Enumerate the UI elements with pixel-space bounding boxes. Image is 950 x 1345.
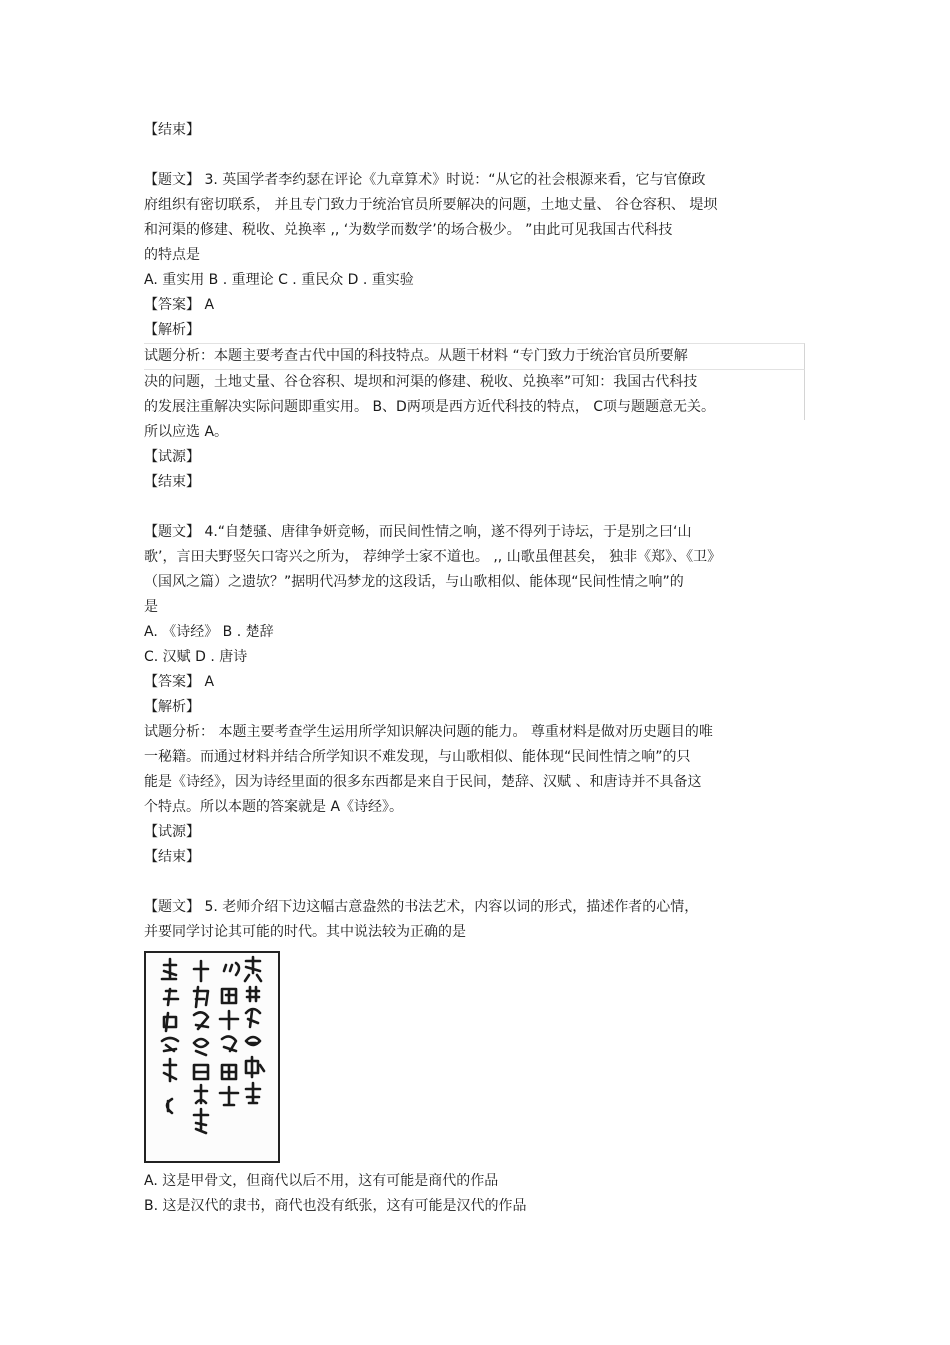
text-line: 【答案】 A (144, 674, 215, 690)
text-line: 是 (144, 599, 158, 615)
blank-line (144, 143, 808, 168)
text-line: 【题文】 4.“自楚骚、唐律争妍竞畅，而民间性情之响，遂不得列于诗坛，于是别之曰‘山 (144, 524, 692, 540)
text-line: 的发展注重解决实际问题即重实用。 B、D两项是西方近代科技的特点， C项与题题意无关。 (144, 395, 805, 420)
text-line: 并要同学讨论其可能的时代。其中说法较为正确的是 (144, 924, 466, 940)
text-line: 府组织有密切联系， 并且专门致力于统治官员所要解决的问题，土地丈量、 谷仓容积、 堤坝 (144, 197, 718, 213)
answer-options (144, 1169, 808, 1219)
text-line: 【试源】 (144, 449, 200, 465)
text-line: 一秘籍。而通过材料并结合所学知识不难发现，与山歌相似、能体现“民间性情之响”的只 (144, 749, 691, 765)
text-line: A. 重实用 B . 重理论 C . 重民众 D . 重实验 (144, 272, 414, 288)
text-line: 所以应选 A。 (144, 424, 229, 440)
text-line: 【题文】 5. 老师介绍下边这幅古意盎然的书法艺术，内容以词的形式，描述作者的心情， (144, 899, 699, 915)
text-line: 个特点。所以本题的答案就是 A《诗经》。 (144, 799, 404, 815)
blank-line (144, 870, 808, 895)
option-line: A. 这是甲骨文，但商代以后不用，这有可能是商代的作品 (144, 1173, 499, 1189)
calligraphy-glyphs (146, 953, 278, 1161)
blank-line (144, 495, 808, 520)
text-line: 能是《诗经》，因为诗经里面的很多东西都是来自于民间，楚辞、汉赋 、和唐诗并不具备这 (144, 774, 702, 790)
text-line: 【结束】 (144, 474, 200, 490)
text-block (144, 118, 808, 945)
document-page (144, 118, 808, 1219)
text-line: （国风之篇）之遗欤？”据明代冯梦龙的这段话，与山歌相似、能体现“民间性情之响”的 (144, 574, 684, 590)
text-line: 【结束】 (144, 849, 200, 865)
text-line: C. 汉赋 D . 唐诗 (144, 649, 248, 665)
text-line: 【结束】 (144, 122, 200, 138)
text-line: 【解析】 (144, 322, 200, 338)
calligraphy-image (144, 951, 280, 1163)
text-line: 的特点是 (144, 247, 200, 263)
text-line: 决的问题，土地丈量、谷仓容积、堤坝和河渠的修建、税收、兑换率”可知：我国古代科技 (144, 369, 805, 395)
text-line: 和河渠的修建、税收、兑换率 ,, ‘为数学而数学’的场合极少。 ”由此可见我国古代科技 (144, 222, 673, 238)
text-line: 【解析】 (144, 699, 200, 715)
text-line: 【答案】 A (144, 297, 215, 313)
text-line: 【试源】 (144, 824, 200, 840)
option-line: B. 这是汉代的隶书，商代也没有纸张，这有可能是汉代的作品 (144, 1198, 527, 1214)
text-line: 【题文】 3. 英国学者李约瑟在评论《九章算术》时说：“从它的社会根源来看，它与官僚政 (144, 172, 706, 188)
text-line: 试题分析： 本题主要考查学生运用所学知识解决问题的能力。 尊重材料是做对历史题目的唯 (144, 724, 713, 740)
text-line: A. 《诗经》 B . 楚辞 (144, 624, 274, 640)
text-line: 试题分析：本题主要考查古代中国的科技特点。从题干材料 “专门致力于统治官员所要解 (144, 343, 805, 369)
text-line: 歌’，言田夫野竖矢口寄兴之所为， 荐绅学士家不道也。 ,, 山歌虽俚甚矣， 独非《郑》、《卫》 (144, 549, 722, 565)
